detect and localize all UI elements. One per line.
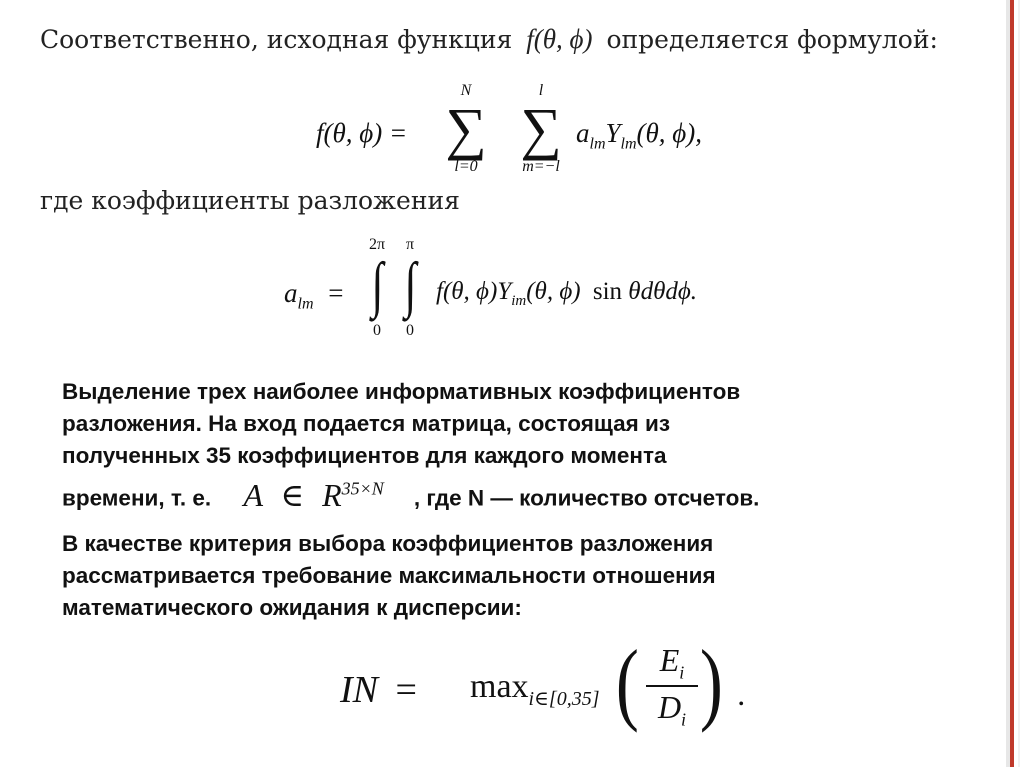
im-in: ∈ xyxy=(280,476,305,513)
body-a-sub: lm xyxy=(589,135,606,153)
f2-sin: sin xyxy=(592,278,623,305)
where-line: где коэффициенты разложения xyxy=(40,186,460,215)
sum2-bottom: m=−l xyxy=(522,158,560,175)
f3-tail: . xyxy=(738,676,746,712)
formula1-body xyxy=(576,118,702,153)
sum1-sigma-icon: ∑ xyxy=(445,96,487,161)
im-sup: 35×N xyxy=(341,478,384,498)
f3-left-paren: ( xyxy=(615,631,639,733)
f2-eq: = xyxy=(328,278,344,308)
f3-num-e: E xyxy=(659,642,680,678)
int2-bottom: 0 xyxy=(406,322,414,339)
f3-lhs: IN xyxy=(340,669,378,711)
formula3-fraction xyxy=(642,642,702,731)
f3-num xyxy=(642,642,702,683)
sum2-sigma-icon: ∑ xyxy=(520,96,562,161)
f2-lhs-sub: lm xyxy=(297,295,314,313)
f2-body-b: (θ, ϕ) xyxy=(526,278,581,305)
body-y-sub: lm xyxy=(620,135,637,153)
formula1-sum2 xyxy=(506,82,576,176)
body-y: Y xyxy=(605,118,621,148)
int1-icon: ∫ xyxy=(371,251,383,319)
inline-math xyxy=(243,477,391,513)
p2-line2: рассматривается требование максимальности отношения xyxy=(62,563,716,588)
formula1-lhs: f(θ, ϕ) = xyxy=(316,118,408,148)
f3-right-paren: ) xyxy=(699,631,723,733)
f3-den-sub: i xyxy=(681,709,687,730)
p1-line4 xyxy=(62,472,942,515)
f2-body-sub: im xyxy=(511,293,527,309)
int1-top: 2π xyxy=(368,236,386,253)
formula2-body xyxy=(436,278,697,310)
f3-max: max xyxy=(470,668,529,705)
p2-line3: математического ожидания к дисперсии: xyxy=(62,595,522,620)
f3-num-sub: i xyxy=(679,662,685,683)
p1-line3: полученных 35 коэффициентов для каждого момента xyxy=(62,443,667,468)
formula2-int2 xyxy=(390,236,430,340)
decor-stripe-thin xyxy=(1018,0,1020,767)
intro-line xyxy=(40,24,938,55)
formula1-sum1 xyxy=(436,82,496,176)
sum2-top: l xyxy=(538,82,544,99)
p1-line4-a: времени, т. е. xyxy=(62,485,212,511)
f3-den-d: D xyxy=(657,689,682,726)
p1-line4-b: , где N — количество отсчетов. xyxy=(413,485,760,511)
f3-fraction-bar xyxy=(646,685,698,687)
p1-line2: разложения. На вход подается матрица, состоящая из xyxy=(62,411,671,436)
p2-line1: В качестве критерия выбора коэффициентов разложения xyxy=(62,531,714,556)
f3-den xyxy=(642,689,702,730)
body-a: a xyxy=(576,118,590,148)
sum1-bottom: l=0 xyxy=(454,158,478,175)
paragraph-2 xyxy=(62,528,942,624)
im-R: R xyxy=(322,476,342,513)
formula2-lhs xyxy=(284,278,343,313)
int2-top: π xyxy=(405,236,415,253)
f3-eq: = xyxy=(395,669,417,711)
intro-func: f(θ, ϕ) xyxy=(526,24,593,54)
f2-lhs-a: a xyxy=(284,278,298,308)
p1-line1: Выделение трех наиболее информативных коэффициентов xyxy=(62,379,741,404)
paragraph-1 xyxy=(62,376,942,515)
int2-icon: ∫ xyxy=(404,251,416,319)
formula3-max xyxy=(470,668,599,711)
f2-body-a: f(θ, ϕ)Y xyxy=(436,278,512,305)
sum1-top: N xyxy=(460,82,472,99)
intro-before: Соответственно, исходная функция xyxy=(40,25,513,54)
formula3-lhs xyxy=(340,668,417,712)
f3-max-sub: i∈[0,35] xyxy=(528,687,600,710)
body-tail: (θ, ϕ), xyxy=(636,118,703,148)
im-A: A xyxy=(243,476,263,513)
intro-after: определяется формулой: xyxy=(606,25,938,54)
decor-stripe-red xyxy=(1010,0,1014,767)
int1-bottom: 0 xyxy=(373,322,381,339)
f2-tail: θdθdϕ. xyxy=(628,278,698,305)
